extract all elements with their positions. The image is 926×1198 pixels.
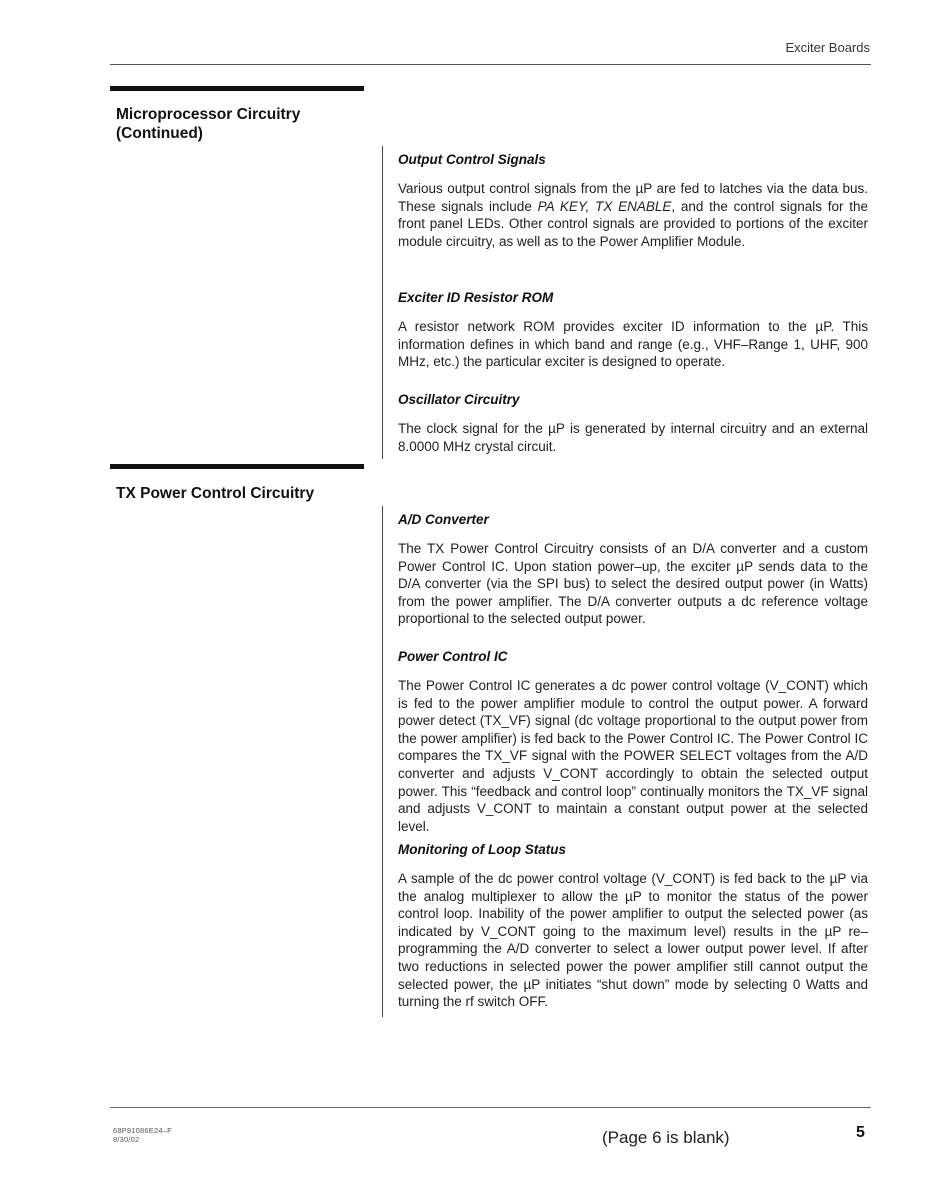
section-heading-microprocessor [116, 105, 366, 143]
section-heading-tx-power: TX Power Control Circuitry [116, 485, 315, 502]
section-bar-microprocessor [110, 86, 364, 91]
blank-page-note: (Page 6 is blank) [602, 1128, 730, 1147]
subsection-title: Power Control IC [398, 649, 508, 664]
paragraph: The clock signal for the µP is generated by internal circuitry and an external 8.0000 MHz crystal circuit. [398, 421, 868, 454]
subsection-title: Output Control Signals [398, 152, 546, 167]
paragraph [398, 180, 868, 250]
paragraph-text: Various output control signals from the µP are fed to latches via the data bus. These signals include [398, 181, 868, 214]
paragraph: A resistor network ROM provides exciter ID information to the µP. This information defines in which band and range (e.g., VHF–Range 1, UHF, 900 MHz, etc.) the particular exciter is designed to operate. [398, 319, 868, 370]
output-control-signals-block [398, 151, 868, 250]
running-header: Exciter Boards [785, 40, 870, 55]
paragraph: A sample of the dc power control voltage (V_CONT) is fed back to the µP via the analog multiplexer to allow the µP to monitor the status of the power control loop. Inability of the power amplifier to output the selected power (as indicated by V_CONT going to the maximum level) results in the µP re–programming the A/D converter to select a lower output power level. If after two reductions in selected power the power amplifier still cannot output the selected power, the µP initiates “shut down” mode by selecting 0 Watts and turning the rf switch OFF. [398, 871, 868, 1010]
section-heading-line: (Continued) [116, 125, 203, 142]
subsection-title: A/D Converter [398, 512, 489, 527]
doc-number: 68P81086E24–F [113, 1126, 172, 1135]
subsection-title: Monitoring of Loop Status [398, 842, 566, 857]
exciter-id-rom-block [398, 289, 868, 371]
paragraph: The Power Control IC generates a dc power control voltage (V_CONT) which is fed to the power amplifier module to control the output power. A forward power detect (TX_VF) signal (dc voltage proportional to the output power from the power amplifier) is fed back to the Power Control IC. The Power Control IC compares the TX_VF signal with the POWER SELECT voltages from the A/D converter and adjusts V_CONT accordingly to obtain the selected output power. This “feedback and control loop” continually monitors the TX_VF signal and adjusts V_CONT to maintain a constant output power at the selected level. [398, 678, 868, 834]
column-rule [382, 146, 383, 459]
ad-converter-block [398, 511, 868, 628]
paragraph: The TX Power Control Circuitry consists of an D/A converter and a custom Power Control IC. Upon station power–up, the exciter µP sends data to the D/A converter (via the SPI bus) to select the desired output power (in Watts) from the power amplifier. The D/A converter outputs a dc reference voltage proportional to the selected output power. [398, 541, 868, 627]
section-heading-line: Microprocessor Circuitry [116, 106, 301, 123]
paragraph-text: , and the control signals for the front panel LEDs. Other control signals are provided to portions of the exciter module circuitry, as well as to the Power Amplifier Module. [398, 198, 868, 249]
oscillator-circuitry-block [398, 391, 868, 455]
power-control-ic-block [398, 648, 868, 835]
subsection-title: Oscillator Circuitry [398, 392, 520, 407]
doc-date: 8/30/02 [113, 1135, 140, 1144]
page-number: 5 [856, 1124, 865, 1141]
document-code [113, 1126, 172, 1144]
column-rule [382, 506, 383, 1017]
header-rule [110, 64, 871, 65]
footer-rule [110, 1107, 871, 1108]
section-bar-tx-power [110, 464, 364, 469]
subsection-title: Exciter ID Resistor ROM [398, 290, 554, 305]
loop-status-block [398, 841, 868, 1011]
signal-names: PA KEY, TX ENABLE [537, 198, 672, 214]
